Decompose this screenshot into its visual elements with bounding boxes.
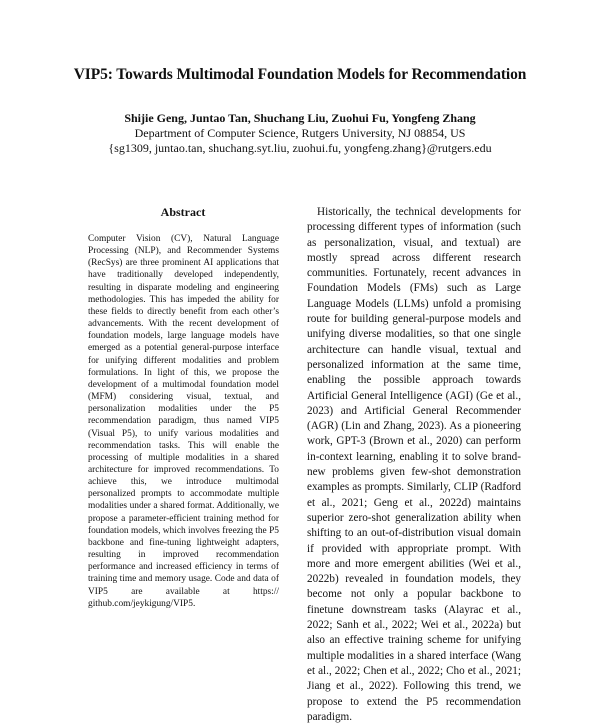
abstract-text: Computer Vision (CV), Natural Language Processing (NLP), and Recommender Systems (RecSys) are three prominent AI applications that have traditionally developed independently, resulting in disparate modeling and engineering methodologies. This has impeded the ability for these fields to directly benefit from each other’s advancements. With the recent development of foundation models, large language models have emerged as a potential general-purpose interface for unifying different modalities and problem formulations. In light of this, we propose the development of a multimodal foundation model (MFM) considering visual, textual, and personalization modalities under the P5 recommendation paradigm, thus named VIP5 (Visual P5), to unify various modalities and recommendation tasks. This will enable the processing of multiple modalities in a shared architecture for improved recommendations. To achieve this, we introduce multimodal personalized prompts to accommodate multiple modalities under a shared format. Additionally, we propose a parameter-efficient training method for foundation models, which involves freezing the P5 backbone and fine-tuning lightweight adapters, resulting in improved recommendation performance and increased efficiency in terms of training time and memory usage. Code and data of VIP5 are available at https:// github.com/jeykigung/VIP5. [88,234,279,609]
affiliation: Department of Computer Science, Rutgers University, NJ 08854, US [134,126,466,140]
paper-title: VIP5: Towards Multimodal Foundation Models for Recommendation [73,66,527,83]
author-emails: {sg1309, juntao.tan, shuchang.syt.liu, zuohui.fu, yongfeng.zhang}@rutgers.edu [108,141,492,155]
author-list: Shijie Geng, Juntao Tan, Shuchang Liu, Zuohui Fu, Yongfeng Zhang [124,111,476,125]
body-column-right [307,205,521,723]
body-paragraph: Historically, the technical developments for processing different types of information (such as personalization, visual, and textual) are mostly spread across different research communities. Fortunately, recent advances in Foundation Models (FMs) such as Large Language Models (LLMs) unfold a promising route for building general-purpose models and unifying diverse modalities, so that one single architecture can handle visual, textual and personalized information at the same time, enabling the possible approach towards Artificial General Intelligence (AGI) (Ge et al., 2023) and Artificial General Recommender (AGR) (Lin and Zhang, 2023). As a pioneering work, GPT-3 (Brown et al., 2020) can perform in-context learning, enabling it to solve brand-new problems given few-shot demonstration examples as prompts. Similarly, CLIP (Radford et al., 2021; Geng et al., 2022d) maintains superior zero-shot generalization ability when shifting to an out-of-distribution visual domain if provided with appropriate prompt. With more and more emergent abilities (Wei et al., 2022b) revealed in foundation models, they become not only a popular backbone to finetune downstream tasks (Alayrac et al., 2022; Sanh et al., 2022; Wei et al., 2022a) but also an effective training scheme for unifying multiple modalities in a shared interface (Wang et al., 2022; Chen et al., 2022; Cho et al., 2021; Jiang et al., 2022). Following this trend, we propose to extend the P5 recommendation paradigm. [307,206,521,723]
abstract-heading: Abstract [160,205,206,219]
abstract-body [88,233,279,609]
